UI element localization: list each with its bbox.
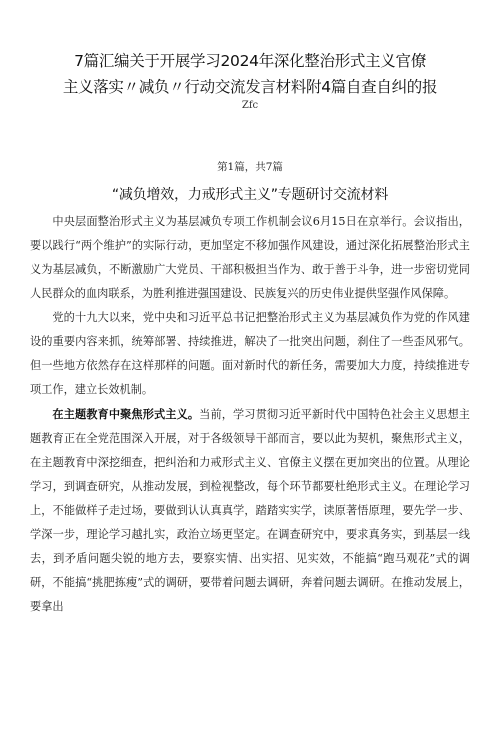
author-label: Zfc [241, 100, 259, 111]
page-indicator: 第1篇，共7篇 [217, 161, 283, 173]
document-title-line-2: 主义落实〃减负〃行动交流发言材料附4篇自查自纠的报 [62, 78, 438, 96]
document-title [30, 48, 470, 100]
paragraph-3 [30, 402, 470, 619]
document-page [0, 48, 500, 755]
paragraph-1: 中央层面整治形式主义为基层减负专项工作机制会议6月15日在京举行。会议指出，要以践行“两个维护”的实际行动，更加坚定不移加强作风建设，通过深化拓展整治形式主义为基层减负，不断激励广大党员、干部积极担当作为、敢于善于斗争，进一步密切党同人民群众的血肉联系，为胜利推进强国建设、民族复兴的历史伟业提供坚强作风保障。 [30, 215, 470, 300]
paragraph-2: 党的十九大以来，党中央和习近平总书记把整治形式主义为基层减负作为党的作风建设的重要内容来抓，统筹部署、持续推进，解决了一批突出问题，刹住了一些歪风邪气。但一些地方依然存在这样那样的问题。面对新时代的新任务，需要加大力度，持续推进专项工作，建立长效机制。 [30, 311, 470, 396]
paragraph-3-text: 当前，学习贯彻习近平新时代中国特色社会主义思想主题教育正在全党范围深入开展，对于各级领导干部而言，要以此为契机，聚焦形式主义，在主题教育中深挖细查，把纠治和力戒形式主义、官僚主义摆在更加突出的位置。从理论学习，到调查研究，从推动发展，到检视整改，每个环节都要杜绝形式主义。在理论学习上，不能做样子走过场，要做到认认真真学，踏踏实实学，读原著悟原理，要先学一步、学深一步，理论学习越扎实，政治立场更坚定。在调查研究中，要求真务实，到基层一线去，到矛盾问题尖锐的地方去，要察实情、出实招、见实效，不能搞“跑马观花”式的调研，不能搞“挑肥拣瘦”式的调研，要带着问题去调研，奔着问题去调研。在推动发展上，要拿出 [30, 408, 470, 613]
article-title: “减负增效，力戒形式主义”专题研讨交流材料 [111, 187, 389, 203]
article-body [30, 210, 470, 619]
document-title-line-1: 7篇汇编关于开展学习2024年深化整治形式主义官僚 [74, 52, 426, 70]
paragraph-3-lead: 在主题教育中聚焦形式主义。 [52, 407, 200, 421]
